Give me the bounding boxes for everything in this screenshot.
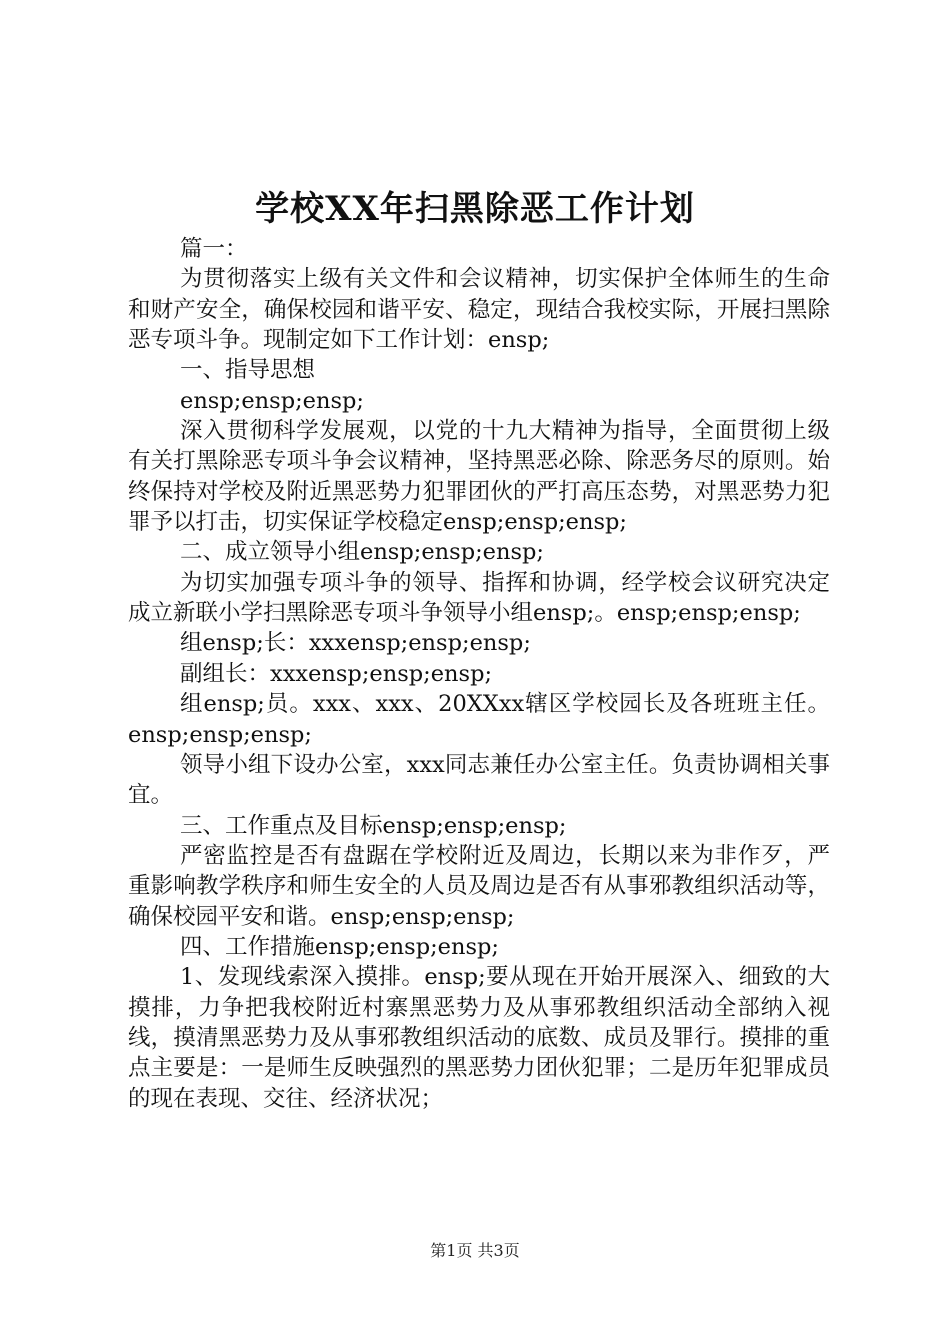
section-heading: 一、指导思想	[180, 357, 316, 384]
paragraph: 组ensp;长：xxxensp;ensp;ensp;	[180, 630, 531, 657]
section-heading: 四、工作措施ensp;ensp;ensp;	[180, 933, 500, 960]
document-body	[128, 234, 830, 1114]
paragraph: 为切实加强专项斗争的领导、指挥和协调，经学校会议研究决定成立新联小学扫黑除恶专项斗争领导小组ensp;。ensp;ensp;ensp;	[128, 569, 830, 627]
paragraph: 严密监控是否有盘踞在学校附近及周边，长期以来为非作歹，严重影响教学秩序和师生安全的人员及周边是否有从事邪教组织活动等，确保校园平安和谐。ensp;ensp;ensp;	[128, 842, 830, 930]
paragraph: ensp;ensp;ensp;	[180, 387, 365, 414]
paragraph: 领导小组下设办公室，xxx同志兼任办公室主任。负责协调相关事宜。	[128, 751, 830, 809]
page-footer: 第1页 共3页	[430, 1241, 520, 1260]
paragraph: 为贯彻落实上级有关文件和会议精神，切实保护全体师生的生命和财产安全，确保校园和谐平安、稳定，现结合我校实际，开展扫黑除恶专项斗争。现制定如下工作计划：ensp;	[128, 266, 830, 354]
paragraph: 1、发现线索深入摸排。ensp;要从现在开始开展深入、细致的大摸排，力争把我校附近村寨黑恶势力及从事邪教组织活动全部纳入视线，摸清黑恶势力及从事邪教组织活动的底数、成员及罪行。摸排的重点主要是：一是师生反映强烈的黑恶势力团伙犯罪；二是历年犯罪成员的现在表现、交往、经济状况；	[128, 964, 830, 1112]
section-heading: 二、成立领导小组ensp;ensp;ensp;	[180, 539, 545, 566]
paragraph: 深入贯彻科学发展观，以党的十九大精神为指导，全面贯彻上级有关打黑除恶专项斗争会议精神，坚持黑恶必除、除恶务尽的原则。始终保持对学校及附近黑恶势力犯罪团伙的严打高压态势，对黑恶势力犯罪予以打击，切实保证学校稳定ensp;ensp;ensp;	[128, 418, 830, 536]
document-title: 学校XX年扫黑除恶工作计划	[255, 189, 695, 229]
paragraph: 篇一：	[180, 236, 248, 262]
section-heading: 三、工作重点及目标ensp;ensp;ensp;	[180, 812, 567, 839]
paragraph: 组ensp;员。xxx、xxx、20XXxx辖区学校园长及各班班主任。ensp;ensp;ensp;	[128, 691, 830, 748]
paragraph: 副组长：xxxensp;ensp;ensp;	[180, 660, 493, 687]
